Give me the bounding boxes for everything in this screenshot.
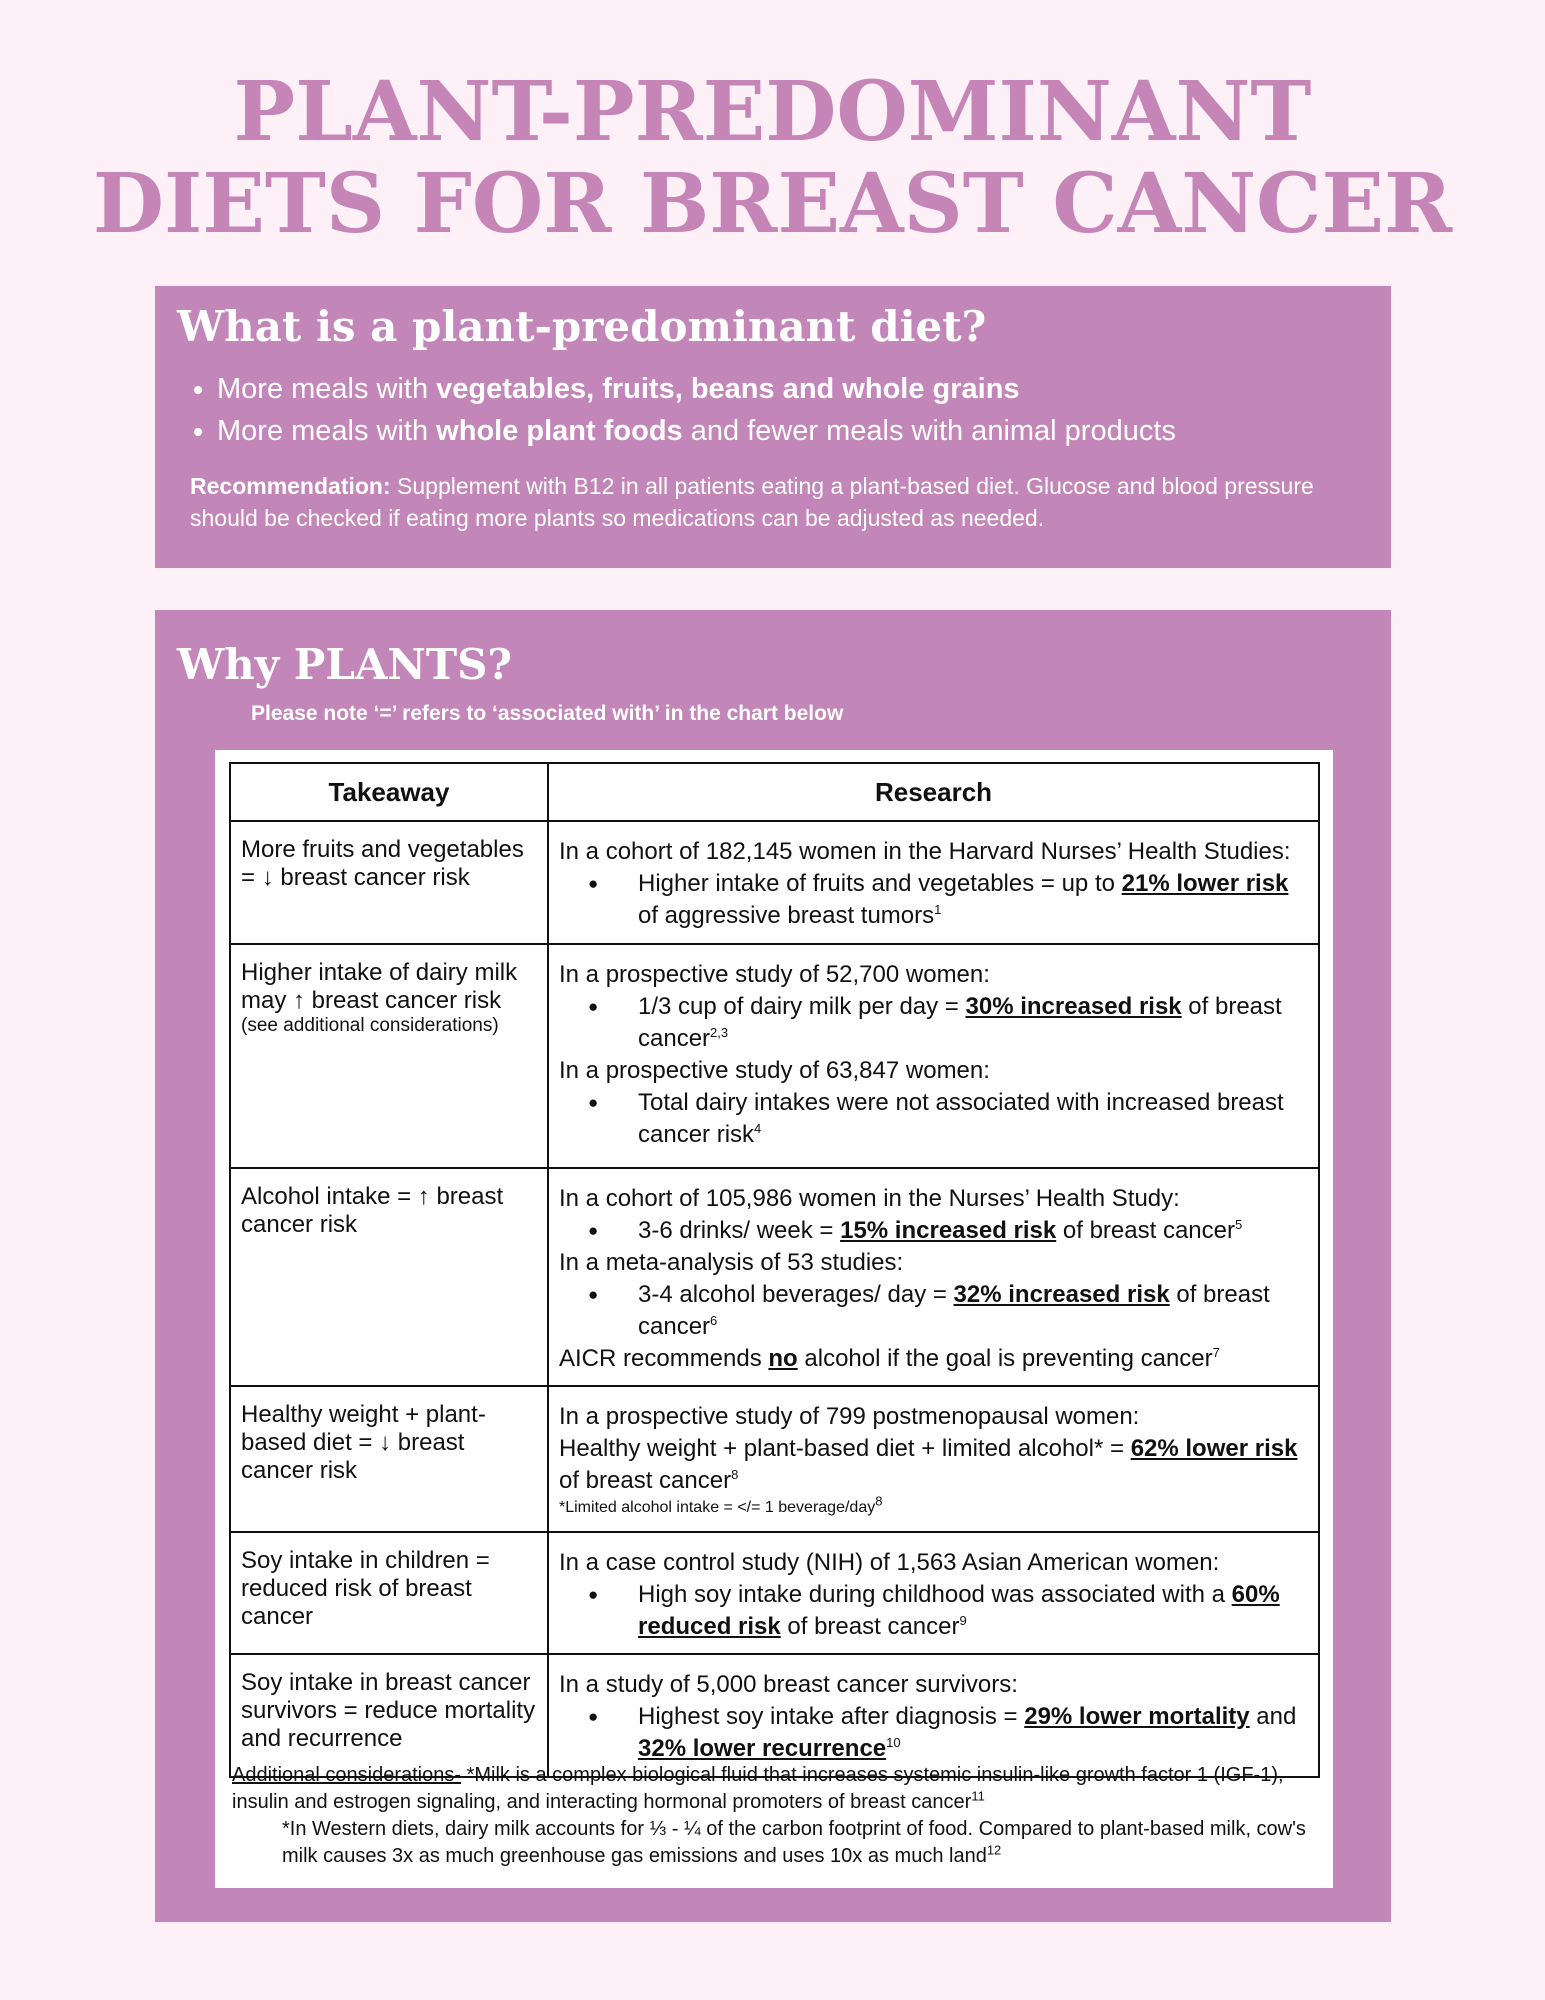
recommendation-label: Recommendation: bbox=[190, 473, 391, 499]
text: High soy intake during childhood was associated with a bbox=[638, 1581, 1232, 1608]
text: and fewer meals with animal products bbox=[682, 415, 1176, 447]
text: of aggressive breast tumors bbox=[638, 902, 935, 929]
stat: 32% lower recurrence bbox=[638, 1735, 887, 1762]
text: 3-6 drinks/ week = bbox=[638, 1217, 841, 1244]
research-line: In a meta-analysis of 53 studies: bbox=[559, 1249, 904, 1276]
title-line-2: DIETS FOR BREAST CANCER bbox=[92, 156, 1453, 252]
text: More meals with bbox=[217, 373, 437, 405]
table-row bbox=[230, 944, 1319, 1168]
citation: 12 bbox=[986, 1842, 1002, 1858]
citation: 2,3 bbox=[710, 1025, 729, 1040]
citation: 10 bbox=[886, 1735, 901, 1750]
chart-note: Please note ‘=’ refers to ‘associated with’ in the chart below bbox=[251, 702, 844, 725]
table-row bbox=[230, 1168, 1319, 1386]
text: Total dairy intakes were not associated with increased breast cancer risk bbox=[638, 1089, 1284, 1148]
text: 3-4 alcohol beverages/ day = bbox=[638, 1281, 954, 1308]
stat: 29% lower mortality bbox=[1024, 1703, 1250, 1730]
recommendation-text: Supplement with B12 in all patients eating a plant-based diet. Glucose and blood pressure should be checked if eating more plants so medications can be adjusted as needed. bbox=[190, 473, 1314, 531]
research-cell bbox=[548, 1654, 1319, 1777]
col-takeaway: Takeaway bbox=[230, 763, 548, 821]
research-cell bbox=[548, 1532, 1319, 1654]
research-cell bbox=[548, 944, 1319, 1168]
research-line bbox=[559, 1343, 1308, 1375]
consideration-1 bbox=[232, 1762, 1322, 1816]
list-item bbox=[217, 410, 1176, 452]
definition-heading: What is a plant-predominant diet? bbox=[177, 302, 987, 351]
citation: 8 bbox=[731, 1467, 739, 1482]
research-cell bbox=[548, 1386, 1319, 1532]
takeaway-cell bbox=[230, 944, 548, 1168]
note: (see additional considerations) bbox=[241, 1015, 499, 1036]
consideration-2 bbox=[232, 1816, 1322, 1870]
text: Healthy weight + plant-based diet + limited alcohol* = bbox=[559, 1435, 1131, 1462]
research-bullet bbox=[596, 1087, 1308, 1151]
table-row bbox=[230, 1532, 1319, 1654]
text: of breast cancer bbox=[780, 1613, 960, 1640]
citation: 6 bbox=[710, 1313, 718, 1328]
footnote bbox=[559, 1493, 1308, 1519]
research-bullet bbox=[596, 1701, 1308, 1765]
bold-text: whole plant foods bbox=[436, 415, 683, 447]
research-bullet bbox=[596, 991, 1308, 1055]
text: of breast cancer bbox=[559, 1467, 732, 1494]
research-line: In a prospective study of 799 postmenopausal women: bbox=[559, 1403, 1140, 1430]
research-line: In a study of 5,000 breast cancer survivors: bbox=[559, 1671, 1018, 1698]
stat: 30% increased risk bbox=[965, 993, 1182, 1020]
additional-considerations bbox=[232, 1762, 1322, 1870]
why-plants-section bbox=[155, 610, 1391, 1922]
considerations-label: Additional considerations- bbox=[232, 1764, 462, 1786]
research-cell bbox=[548, 1168, 1319, 1386]
takeaway-cell: Alcohol intake = ↑ breast cancer risk bbox=[230, 1168, 548, 1386]
takeaway-cell: Healthy weight + plant-based diet = ↓ breast cancer risk bbox=[230, 1386, 548, 1532]
research-panel bbox=[215, 750, 1333, 1888]
takeaway-cell: Soy intake in breast cancer survivors = reduce mortality and recurrence bbox=[230, 1654, 548, 1777]
text: 1/3 cup of dairy milk per day = bbox=[638, 993, 966, 1020]
why-heading: Why PLANTS? bbox=[177, 640, 513, 689]
text: Higher intake of fruits and vegetables = up to bbox=[638, 870, 1122, 897]
citation: 9 bbox=[959, 1613, 967, 1628]
definition-list bbox=[185, 368, 1176, 452]
research-line: In a prospective study of 52,700 women: bbox=[559, 961, 990, 988]
citation: 5 bbox=[1235, 1217, 1243, 1232]
table-row bbox=[230, 821, 1319, 944]
citation: 8 bbox=[875, 1493, 883, 1509]
takeaway-cell: More fruits and vegetables = ↓ breast cancer risk bbox=[230, 821, 548, 944]
research-bullet bbox=[596, 1279, 1308, 1343]
text: *In Western diets, dairy milk accounts for ⅓ - ¼ of the carbon footprint of food. Compared to plant-based milk, cow's milk causes 3x as much greenhouse gas emissions and uses 10x as much land bbox=[282, 1818, 1306, 1867]
research-bullet bbox=[596, 1215, 1308, 1247]
col-research: Research bbox=[548, 763, 1319, 821]
text: AICR recommends bbox=[559, 1345, 769, 1372]
recommendation bbox=[190, 470, 1360, 534]
research-line: In a cohort of 182,145 women in the Harvard Nurses’ Health Studies: bbox=[559, 838, 1291, 865]
research-cell bbox=[548, 821, 1319, 944]
table-row bbox=[230, 1386, 1319, 1532]
stat: 21% lower risk bbox=[1121, 870, 1289, 897]
takeaway-cell: Soy intake in children = reduced risk of breast cancer bbox=[230, 1532, 548, 1654]
citation: 7 bbox=[1212, 1345, 1220, 1360]
stat: 60% reduced risk bbox=[638, 1581, 1280, 1640]
research-table bbox=[229, 762, 1320, 1778]
research-bullet bbox=[596, 868, 1308, 932]
research-line: In a prospective study of 63,847 women: bbox=[559, 1057, 990, 1084]
page-title bbox=[0, 66, 1545, 250]
emphasis: no bbox=[768, 1345, 798, 1372]
stat: 32% increased risk bbox=[953, 1281, 1170, 1308]
table-row bbox=[230, 1654, 1319, 1777]
definition-section bbox=[155, 286, 1391, 568]
text: Higher intake of dairy milk may ↑ breast cancer risk bbox=[241, 959, 518, 1014]
stat: 15% increased risk bbox=[840, 1217, 1057, 1244]
citation: 1 bbox=[934, 902, 942, 917]
text: More meals with bbox=[217, 415, 437, 447]
research-line: In a case control study (NIH) of 1,563 Asian American women: bbox=[559, 1549, 1220, 1576]
title-line-1: PLANT-PREDOMINANT bbox=[233, 64, 1312, 160]
text: and bbox=[1249, 1703, 1297, 1730]
research-line bbox=[559, 1433, 1308, 1497]
text: of breast cancer bbox=[1056, 1217, 1235, 1244]
text: *Limited alcohol intake = </= 1 beverage/day bbox=[559, 1499, 876, 1516]
stat: 62% lower risk bbox=[1130, 1435, 1298, 1462]
text: Highest soy intake after diagnosis = bbox=[638, 1703, 1025, 1730]
text: alcohol if the goal is preventing cancer bbox=[797, 1345, 1213, 1372]
research-bullet bbox=[596, 1579, 1308, 1643]
table-header bbox=[230, 763, 1319, 821]
list-item bbox=[217, 368, 1176, 410]
text: *Milk is a complex biological fluid that increases systemic insulin-like growth factor 1 (IGF-1), insulin and estrogen signaling, and interacting hormonal promoters of breast cancer bbox=[232, 1764, 1284, 1813]
citation: 4 bbox=[754, 1121, 762, 1136]
research-line: In a cohort of 105,986 women in the Nurses’ Health Study: bbox=[559, 1185, 1180, 1212]
citation: 11 bbox=[971, 1788, 985, 1804]
text: of breast cancer bbox=[638, 1281, 1270, 1340]
bold-text: vegetables, fruits, beans and whole grains bbox=[436, 373, 1020, 405]
text: of breast cancer bbox=[638, 993, 1282, 1052]
